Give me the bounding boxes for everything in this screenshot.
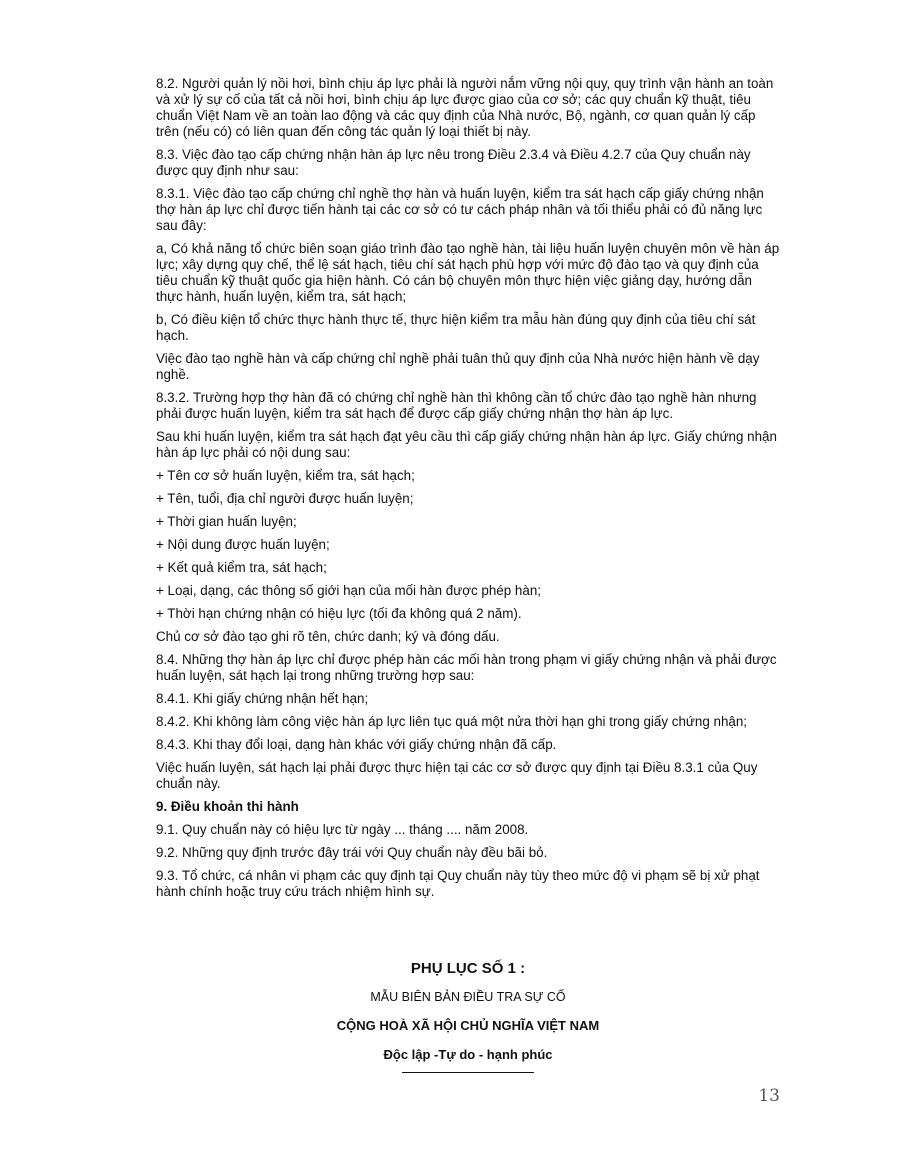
paragraph: Việc đào tạo nghề hàn và cấp chứng chỉ nghề phải tuân thủ quy định của Nhà nước hiện hành về dạy nghề. bbox=[156, 351, 760, 382]
paragraph: + Tên, tuổi, địa chỉ người được huấn luyện; bbox=[156, 491, 414, 506]
paragraph: 8.3. Việc đào tạo cấp chứng nhận hàn áp lực nêu trong Điều 2.3.4 và Điều 4.2.7 của Quy chuẩn này được quy định như sau: bbox=[156, 147, 751, 178]
paragraph: + Kết quả kiểm tra, sát hạch; bbox=[156, 560, 327, 575]
paragraph: + Nội dung được huấn luyện; bbox=[156, 537, 330, 552]
paragraph: + Tên cơ sở huấn luyện, kiểm tra, sát hạch; bbox=[156, 468, 415, 483]
paragraph: Việc huấn luyện, sát hạch lại phải được thực hiện tại các cơ sở được quy định tại Điều 8.3.1 của Quy chuẩn này. bbox=[156, 760, 758, 791]
paragraph: Sau khi huấn luyện, kiểm tra sát hạch đạt yêu cầu thì cấp giấy chứng nhận hàn áp lực. Giấy chứng nhận hàn áp lực phải có nội dung sau: bbox=[156, 429, 777, 460]
paragraph: 9.3. Tổ chức, cá nhân vi phạm các quy định tại Quy chuẩn này tùy theo mức độ vi phạm sẽ bị xử phạt hành chính hoặc truy cứu trách nhiệm hình sự. bbox=[156, 868, 760, 899]
paragraph: 8.4.2. Khi không làm công việc hàn áp lực liên tục quá một nửa thời hạn ghi trong giấy chứng nhận; bbox=[156, 714, 748, 729]
nation-name: CỘNG HOÀ XÃ HỘI CHỦ NGHĨA VIỆT NAM bbox=[336, 1018, 600, 1033]
section-heading: 9. Điều khoản thi hành bbox=[156, 799, 299, 814]
paragraph: + Loại, dạng, các thông số giới hạn của mối hàn được phép hàn; bbox=[156, 583, 541, 598]
paragraph: 9.2. Những quy định trước đây trái với Quy chuẩn này đều bãi bỏ. bbox=[156, 845, 548, 860]
document-body bbox=[156, 76, 780, 907]
paragraph: 8.3.1. Việc đào tạo cấp chứng chỉ nghề thợ hàn và huấn luyện, kiểm tra sát hạch cấp giấy chứng nhận thợ hàn áp lực chỉ được tiến hành tại các cơ sở có tư cách pháp nhân và tối thiểu phải có đủ năng lực sau đây: bbox=[156, 186, 764, 233]
paragraph: 9.1. Quy chuẩn này có hiệu lực từ ngày ... tháng .... năm 2008. bbox=[156, 822, 529, 837]
paragraph: 8.3.2. Trường hợp thợ hàn đã có chứng chỉ nghề hàn thì không cần tổ chức đào tạo nghề hàn nhưng phải được huấn luyện, kiểm tra sát hạch để được cấp giấy chứng nhận thợ hàn áp lực. bbox=[156, 390, 757, 421]
page-number: 13 bbox=[758, 1086, 780, 1106]
motto-underline bbox=[402, 1064, 534, 1073]
appendix-title: PHỤ LỤC SỐ 1 : bbox=[410, 960, 526, 977]
paragraph: + Thời hạn chứng nhận có hiệu lực (tối đa không quá 2 năm). bbox=[156, 606, 522, 621]
appendix-subtitle: MẪU BIÊN BẢN ĐIỀU TRA SỰ CỐ bbox=[370, 990, 566, 1004]
paragraph: 8.4. Những thợ hàn áp lực chỉ được phép hàn các mối hàn trong phạm vi giấy chứng nhận và phải được huấn luyện, sát hạch lại trong những trường hợp sau: bbox=[156, 652, 777, 683]
paragraph: 8.4.3. Khi thay đổi loại, dạng hàn khác với giấy chứng nhận đã cấp. bbox=[156, 737, 557, 752]
paragraph: Chủ cơ sở đào tạo ghi rõ tên, chức danh; ký và đóng dấu. bbox=[156, 629, 500, 644]
appendix-header bbox=[156, 960, 780, 1073]
paragraph: 8.2. Người quản lý nồi hơi, bình chịu áp lực phải là người nắm vững nội quy, quy trình vận hành an toàn và xử lý sự cố của tất cả nồi hơi, bình chịu áp lực được giao của cơ sở; các quy chuẩn kỹ thuật, tiêu chuẩn Việt Nam về an toàn lao động và các quy định của Nhà nước, Bộ, ngành, cơ quan quản lý cấp trên (nếu có) có liên quan đến công tác quản lý loại thiết bị này. bbox=[156, 76, 774, 139]
paragraph: b, Có điều kiện tổ chức thực hành thực tế, thực hiện kiểm tra mẫu hàn đúng quy định của tiêu chí sát hạch. bbox=[156, 312, 756, 343]
paragraph: a, Có khả năng tổ chức biên soạn giáo trình đào tạo nghề hàn, tài liệu huấn luyện chuyên môn về hàn áp lực; xây dựng quy chế, thể lệ sát hạch, tiêu chí sát hạch phù hợp với mức độ đào tạo và quy định của tiêu chuẩn kỹ thuật quốc gia hiện hành. Có cán bộ chuyên môn thực hiện việc giảng dạy, hướng dẫn thực hành, huấn luyện, kiểm tra, sát hạch; bbox=[156, 241, 780, 304]
paragraph: + Thời gian huấn luyện; bbox=[156, 514, 297, 529]
national-motto: Độc lập -Tự do - hạnh phúc bbox=[383, 1047, 553, 1062]
paragraph: 8.4.1. Khi giấy chứng nhận hết hạn; bbox=[156, 691, 369, 706]
